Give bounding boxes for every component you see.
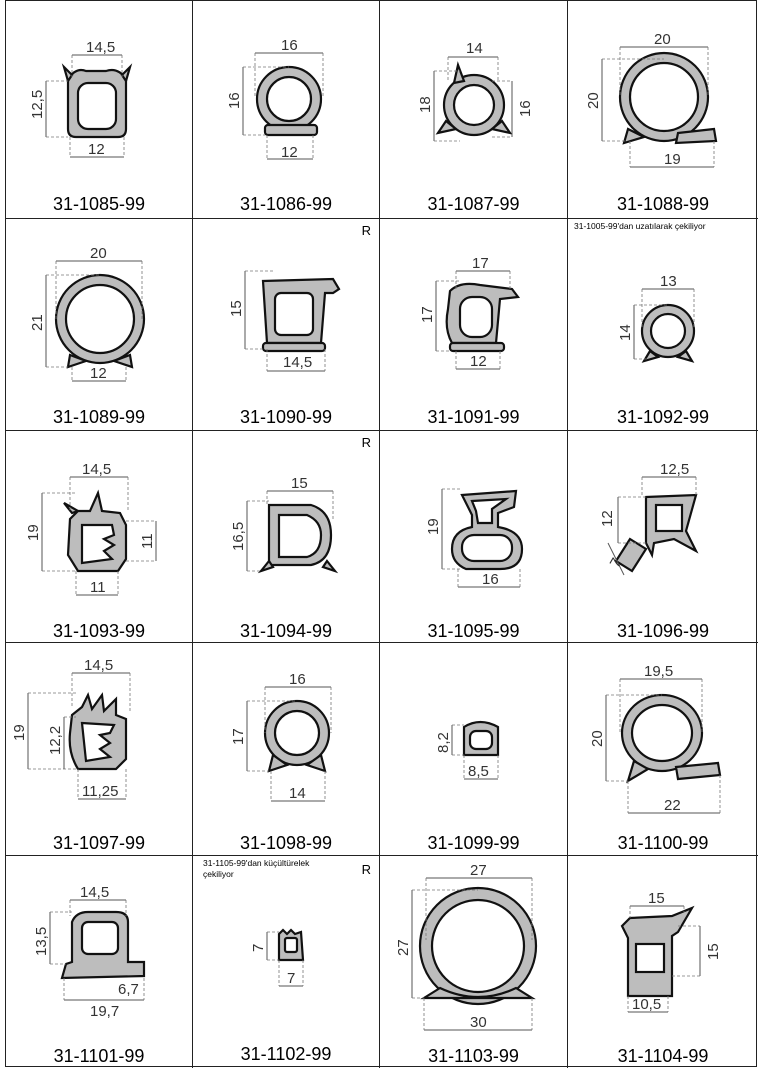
cell-31-1092-99: [568, 219, 758, 431]
profile-code: 31-1095-99: [427, 621, 520, 641]
dim-label: 17: [472, 255, 489, 272]
dim-label: 16: [281, 37, 298, 54]
cell-31-1097-99: [6, 643, 193, 856]
cell-31-1102-99: [193, 856, 380, 1068]
profile-code: 31-1090-99: [239, 407, 333, 427]
profile-code: 31-1092-99: [616, 407, 710, 427]
profile-code: 31-1096-99: [616, 621, 710, 641]
cell-31-1100-99: [568, 643, 758, 856]
profile-code: 31-1091-99: [427, 407, 520, 427]
profile-code: 31-1089-99: [52, 407, 146, 427]
profile-drawing: [568, 219, 758, 431]
profile-drawing: [568, 643, 758, 856]
dim-label: 11: [90, 579, 106, 596]
dim-label: 14: [466, 40, 483, 57]
profile-drawing: [568, 1, 758, 219]
profile-drawing: [193, 431, 380, 643]
dim-label: 14: [617, 324, 634, 341]
dim-label: 18: [417, 96, 434, 113]
profile-drawing: [6, 1, 193, 219]
profile-drawing: [6, 643, 193, 856]
dim-label: 12: [470, 353, 487, 370]
dim-label: 12: [88, 141, 105, 158]
cell-31-1091-99: [380, 219, 568, 431]
dim-label: 16,5: [230, 521, 247, 551]
dim-label: 14,5: [82, 461, 112, 478]
dim-label: 19,7: [90, 1003, 120, 1020]
dim-label: 8,2: [435, 732, 452, 753]
dim-label: 10,5: [632, 996, 662, 1013]
cell-31-1101-99: [6, 856, 193, 1068]
profile-catalog-grid: [5, 0, 757, 1067]
profile-drawing: [6, 431, 193, 643]
dim-label: 19: [11, 724, 28, 741]
dim-label: 12: [90, 365, 107, 382]
profile-code: 31-1087-99: [427, 194, 520, 214]
dim-label: 30: [470, 1014, 487, 1031]
profile-drawing: [193, 219, 380, 431]
profile-code: 31-1085-99: [52, 194, 146, 214]
dim-label: 16: [226, 92, 243, 109]
dim-label: 19: [664, 151, 681, 168]
cell-31-1098-99: [193, 643, 380, 856]
dim-label: 12,5: [660, 461, 690, 478]
profile-drawing: [193, 1, 380, 219]
dim-label: 19: [25, 524, 42, 541]
profile-drawing: [568, 856, 758, 1068]
profile-drawing: [380, 1, 568, 219]
cell-31-1103-99: [380, 856, 568, 1068]
profile-drawing: [380, 643, 568, 856]
profile-drawing: [568, 431, 758, 643]
profile-drawing: [6, 219, 193, 431]
dim-label: 20: [90, 245, 107, 262]
r-mark: R: [361, 223, 371, 238]
cell-31-1086-99: [193, 1, 380, 219]
profile-drawing: [380, 431, 568, 643]
profile-drawing: [193, 856, 380, 1068]
dim-label: 14: [289, 785, 306, 802]
profile-code: 31-1104-99: [617, 1046, 709, 1066]
profile-code: 31-1088-99: [616, 194, 710, 214]
dim-label: 13,5: [33, 926, 50, 956]
profile-code: 31-1099-99: [427, 833, 520, 853]
profile-code: 31-1103-99: [428, 1046, 519, 1066]
dim-label: 6,7: [118, 981, 139, 998]
dim-label: 15: [228, 300, 245, 317]
dim-label: 7: [287, 970, 296, 987]
profile-code: 31-1097-99: [52, 833, 146, 853]
dim-label: 17: [230, 728, 247, 745]
dim-label: 16: [289, 671, 306, 688]
profile-drawing: [380, 856, 568, 1068]
dim-label: 20: [585, 92, 602, 109]
cell-31-1104-99: [568, 856, 758, 1068]
profile-drawing: [6, 856, 193, 1068]
dim-label: 12: [281, 144, 298, 161]
dim-label: 13: [660, 273, 677, 290]
dim-label: 19: [425, 518, 442, 535]
cell-31-1088-99: [568, 1, 758, 219]
dim-label: 22: [664, 797, 681, 814]
cell-31-1087-99: [380, 1, 568, 219]
dim-label: 19,5: [644, 663, 674, 680]
dim-label: 7: [250, 943, 267, 952]
profile-code: 31-1101-99: [53, 1046, 145, 1066]
dim-label: 20: [589, 730, 606, 747]
production-note: 31-1005-99'dan uzatılarak çekiliyor: [574, 221, 706, 231]
dim-label: 8,5: [468, 763, 489, 780]
profile-drawing: [380, 219, 568, 431]
dim-label: 12,5: [29, 89, 46, 119]
dim-label: 27: [395, 939, 412, 956]
dim-label: 20: [654, 31, 671, 48]
profile-code: 31-1102-99: [240, 1044, 332, 1064]
profile-code: 31-1093-99: [52, 621, 146, 641]
r-mark: R: [361, 862, 371, 877]
dim-label: 14,5: [84, 657, 114, 674]
dim-label: 21: [29, 314, 46, 331]
cell-31-1085-99: [6, 1, 193, 219]
profile-drawing: [193, 643, 380, 856]
profile-code: 31-1086-99: [239, 194, 333, 214]
dim-label: 15: [291, 475, 308, 492]
cell-31-1094-99: [193, 431, 380, 643]
production-note: 31-1105-99'dan küçültürelek çekiliyor: [203, 858, 310, 879]
dim-label: 15: [648, 890, 665, 907]
cell-31-1089-99: [6, 219, 193, 431]
dim-label: 16: [482, 571, 499, 588]
cell-31-1090-99: [193, 219, 380, 431]
cell-31-1096-99: [568, 431, 758, 643]
dim-label: 11: [139, 533, 156, 549]
dim-label: 15: [705, 943, 722, 960]
dim-label: 14,5: [86, 39, 116, 56]
dim-label: 14,5: [283, 354, 313, 371]
cell-31-1095-99: [380, 431, 568, 643]
dim-label: 12,2: [47, 725, 64, 755]
dim-label: 17: [419, 306, 436, 323]
dim-label: 16: [517, 100, 534, 117]
profile-code: 31-1094-99: [239, 621, 333, 641]
profile-code: 31-1098-99: [239, 833, 333, 853]
dim-label: 27: [470, 862, 487, 879]
dim-label: 12: [599, 510, 616, 527]
cell-31-1099-99: [380, 643, 568, 856]
dim-label: 11,25: [82, 783, 119, 800]
dim-label: 7: [606, 555, 626, 571]
profile-code: 31-1100-99: [617, 833, 709, 853]
cell-31-1093-99: [6, 431, 193, 643]
dim-label: 14,5: [80, 884, 110, 901]
r-mark: R: [361, 435, 371, 450]
